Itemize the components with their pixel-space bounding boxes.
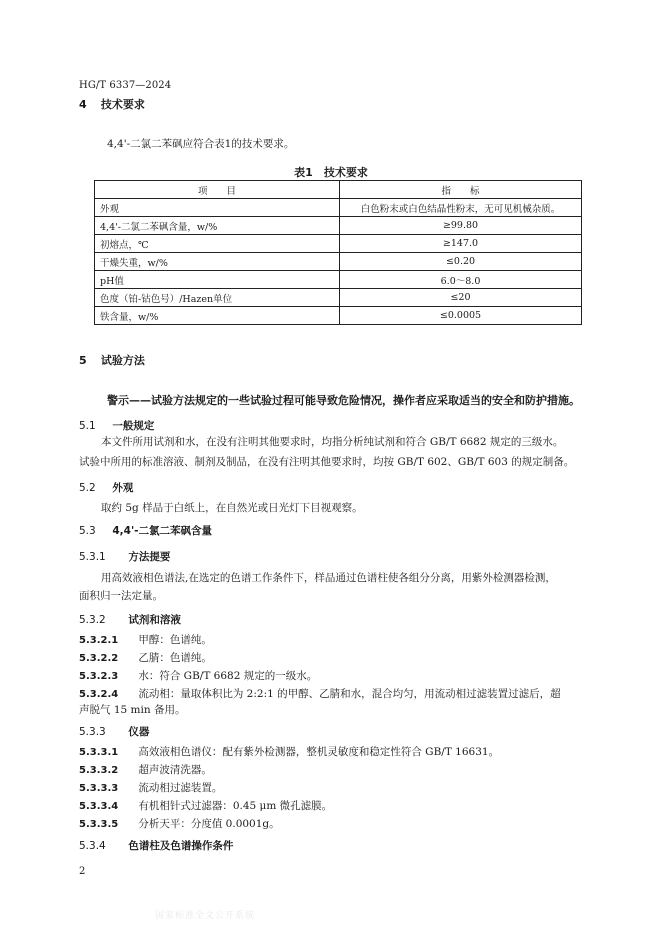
item-number: 5.3.3.3 bbox=[79, 783, 119, 794]
section-number: 5.3.2 bbox=[79, 614, 106, 626]
table-row bbox=[95, 235, 582, 253]
section-number: 4 bbox=[79, 98, 87, 111]
row-value: ≥99.80 bbox=[340, 217, 582, 235]
list-item bbox=[79, 780, 222, 795]
row-value: ≥147.0 bbox=[340, 235, 582, 253]
row-item: pH值 bbox=[95, 271, 340, 289]
general-rule-line-2: 试验中所用的标准溶液、制剂及制品，在没有注明其他要求时，均按 GB/T 602、GB/T 603 的规定制备。 bbox=[79, 456, 575, 468]
section-5-heading bbox=[79, 352, 145, 368]
column-header-index: 指 标 bbox=[340, 181, 582, 199]
section-5-3-4-heading bbox=[79, 838, 233, 853]
section-number: 5.1 bbox=[79, 420, 96, 432]
list-item-continuation: 声脱气 15 min 备用。 bbox=[79, 704, 186, 716]
section-title: 仪器 bbox=[128, 726, 150, 738]
list-item bbox=[79, 762, 212, 777]
row-value: ≤0.20 bbox=[340, 253, 582, 271]
list-item bbox=[79, 686, 561, 701]
section-4-heading bbox=[79, 96, 145, 112]
row-value: 6.0～8.0 bbox=[340, 271, 582, 289]
section-title: 试剂和溶液 bbox=[128, 614, 181, 626]
page-number: 2 bbox=[79, 866, 86, 877]
warning-notice: 警示——试验方法规定的一些试验过程可能导致危险情况，操作者应采取适当的安全和防护措施。 bbox=[107, 394, 580, 407]
table-header-row bbox=[95, 181, 582, 199]
item-number: 5.3.3.5 bbox=[79, 819, 119, 830]
table-row bbox=[95, 253, 582, 271]
item-text: 水：符合 GB/T 6682 规定的一级水。 bbox=[138, 670, 318, 682]
list-item bbox=[79, 744, 499, 759]
section-5-1-heading bbox=[79, 418, 154, 433]
intro-paragraph: 4,4'-二氯二苯砜应符合表1的技术要求。 bbox=[107, 138, 295, 150]
footer-watermark: 国家标准全文公开系统 bbox=[155, 911, 256, 921]
item-number: 5.3.2.2 bbox=[79, 653, 119, 664]
section-number: 5.3 bbox=[79, 525, 96, 537]
row-value: ≤0.0005 bbox=[340, 307, 582, 325]
list-item bbox=[79, 816, 280, 831]
appearance-text: 取约 5g 样品于白纸上，在自然光或日光灯下目视观察。 bbox=[101, 502, 363, 514]
row-item: 色度（铂-钴色号）/Hazen单位 bbox=[95, 289, 340, 307]
document-code: HG/T 6337—2024 bbox=[79, 80, 172, 91]
section-5-2-heading bbox=[79, 480, 133, 495]
item-text: 有机相针式过滤器：0.45 μm 微孔滤膜。 bbox=[138, 800, 333, 812]
section-number: 5 bbox=[79, 354, 87, 367]
section-5-3-3-heading bbox=[79, 724, 149, 739]
item-text: 甲醇：色谱纯。 bbox=[138, 634, 212, 646]
section-5-3-2-heading bbox=[79, 612, 181, 627]
item-text: 超声波清洗器。 bbox=[138, 764, 212, 776]
technical-requirements-table bbox=[94, 180, 582, 325]
row-item: 初熔点，℃ bbox=[95, 235, 340, 253]
row-item: 外观 bbox=[95, 199, 340, 217]
section-title: 4,4'-二氯二苯砜含量 bbox=[112, 525, 213, 537]
list-item bbox=[79, 650, 212, 665]
section-title: 试验方法 bbox=[100, 354, 145, 367]
section-5-3-heading bbox=[79, 523, 212, 538]
table-row bbox=[95, 289, 582, 307]
method-summary-line-1: 用高效液相色谱法,在选定的色谱工作条件下，样品通过色谱柱使各组分分离，用紫外检测器检测， bbox=[101, 572, 556, 584]
section-number: 5.2 bbox=[79, 482, 96, 494]
table-row bbox=[95, 271, 582, 289]
section-title: 方法提要 bbox=[128, 551, 171, 563]
method-summary-line-2: 面积归一法定量。 bbox=[79, 590, 163, 602]
table-caption: 表1 技术要求 bbox=[294, 166, 368, 179]
section-title: 外观 bbox=[112, 482, 134, 494]
column-header-item: 项 目 bbox=[95, 181, 340, 199]
row-value: ≤20 bbox=[340, 289, 582, 307]
row-value: 白色粉末或白色结晶性粉末，无可见机械杂质。 bbox=[340, 199, 582, 217]
item-number: 5.3.3.1 bbox=[79, 747, 119, 758]
section-number: 5.3.3 bbox=[79, 726, 106, 738]
item-number: 5.3.3.2 bbox=[79, 765, 119, 776]
item-number: 5.3.3.4 bbox=[79, 801, 119, 812]
row-item: 铁含量，w/% bbox=[95, 307, 340, 325]
item-number: 5.3.2.4 bbox=[79, 689, 119, 700]
section-title: 一般规定 bbox=[112, 420, 155, 432]
table-row bbox=[95, 307, 582, 325]
general-rule-line-1: 本文件所用试剂和水，在没有注明其他要求时，均指分析纯试剂和符合 GB/T 6682 规定的三级水。 bbox=[101, 436, 564, 448]
section-number: 5.3.4 bbox=[79, 840, 106, 852]
list-item bbox=[79, 668, 317, 683]
section-5-3-1-heading bbox=[79, 549, 170, 564]
item-number: 5.3.2.3 bbox=[79, 671, 119, 682]
list-item bbox=[79, 632, 212, 647]
section-title: 技术要求 bbox=[100, 98, 145, 111]
row-item: 干燥失重，w/% bbox=[95, 253, 340, 271]
table-row bbox=[95, 217, 582, 235]
row-item: 4,4'-二氯二苯砜含量，w/% bbox=[95, 217, 340, 235]
list-item bbox=[79, 798, 332, 813]
item-text: 流动相：量取体积比为 2:2:1 的甲醇、乙腈和水，混合均匀，用流动相过滤装置过滤后，超 bbox=[138, 688, 561, 700]
section-number: 5.3.1 bbox=[79, 551, 106, 563]
table-row bbox=[95, 199, 582, 217]
item-text: 流动相过滤装置。 bbox=[138, 782, 223, 794]
item-text: 乙腈：色谱纯。 bbox=[138, 652, 212, 664]
section-title: 色谱柱及色谱操作条件 bbox=[128, 840, 234, 852]
item-text: 高效液相色谱仪：配有紫外检测器，整机灵敏度和稳定性符合 GB/T 16631。 bbox=[138, 746, 500, 758]
item-number: 5.3.2.1 bbox=[79, 635, 119, 646]
item-text: 分析天平：分度值 0.0001g。 bbox=[138, 818, 280, 830]
